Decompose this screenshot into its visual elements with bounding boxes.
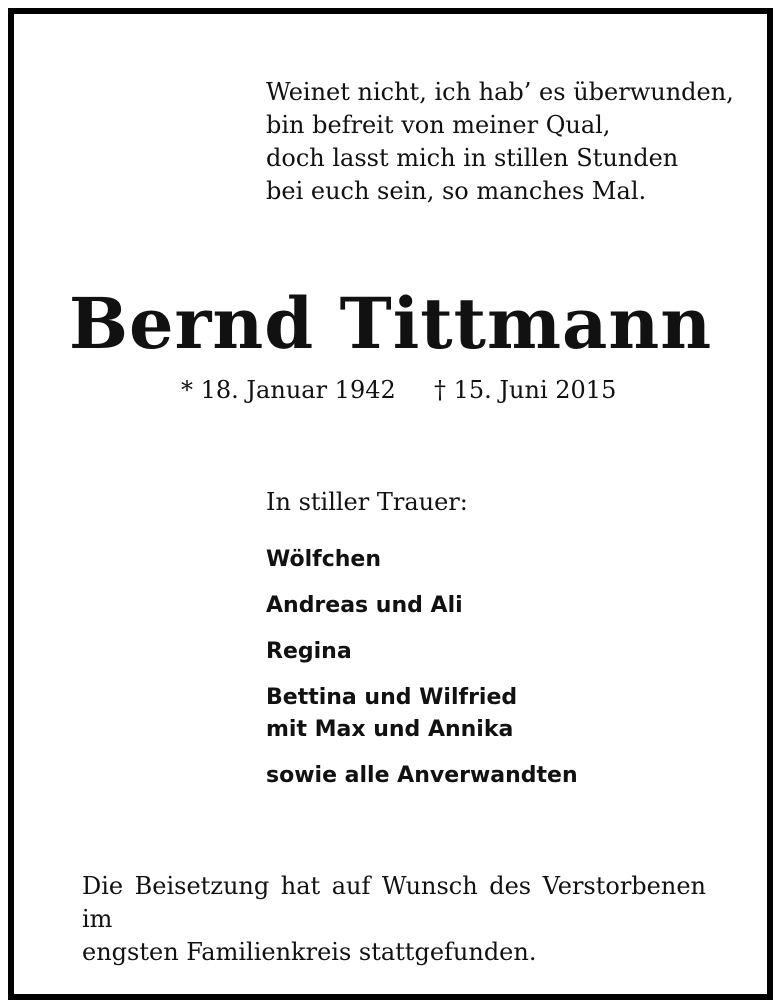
mourner-entry: Regina	[266, 639, 352, 664]
poem-line: bei euch sein, so manches Mal.	[266, 177, 647, 205]
birth-date: * 18. Januar 1942	[181, 376, 396, 404]
deceased-name: Bernd Tittmann	[68, 282, 713, 365]
funeral-notice	[82, 870, 706, 969]
poem-line: Weinet nicht, ich hab’ es überwunden,	[266, 78, 734, 106]
poem-line: bin befreit von meiner Qual,	[266, 111, 611, 139]
mourner-entry: sowie alle Anverwandten	[266, 763, 578, 788]
poem-line: doch lasst mich in stillen Stunden	[266, 144, 679, 172]
mourner-entry: mit Max und Annika	[266, 717, 514, 742]
obituary-frame	[8, 8, 773, 1000]
poem-verse	[266, 76, 734, 208]
notice-line: engsten Familienkreis stattgefunden.	[82, 938, 537, 966]
mourner-entry: Wölfchen	[266, 547, 381, 572]
mourner-entry: Bettina und Wilfried	[266, 685, 518, 710]
mourner-entry: Andreas und Ali	[266, 593, 463, 618]
notice-line: Die Beisetzung hat auf Wunsch des Verstorbenen im	[82, 872, 706, 933]
mourners-list	[266, 544, 578, 792]
mourning-label: In stiller Trauer:	[266, 488, 468, 516]
death-date: † 15. Juni 2015	[434, 376, 617, 404]
